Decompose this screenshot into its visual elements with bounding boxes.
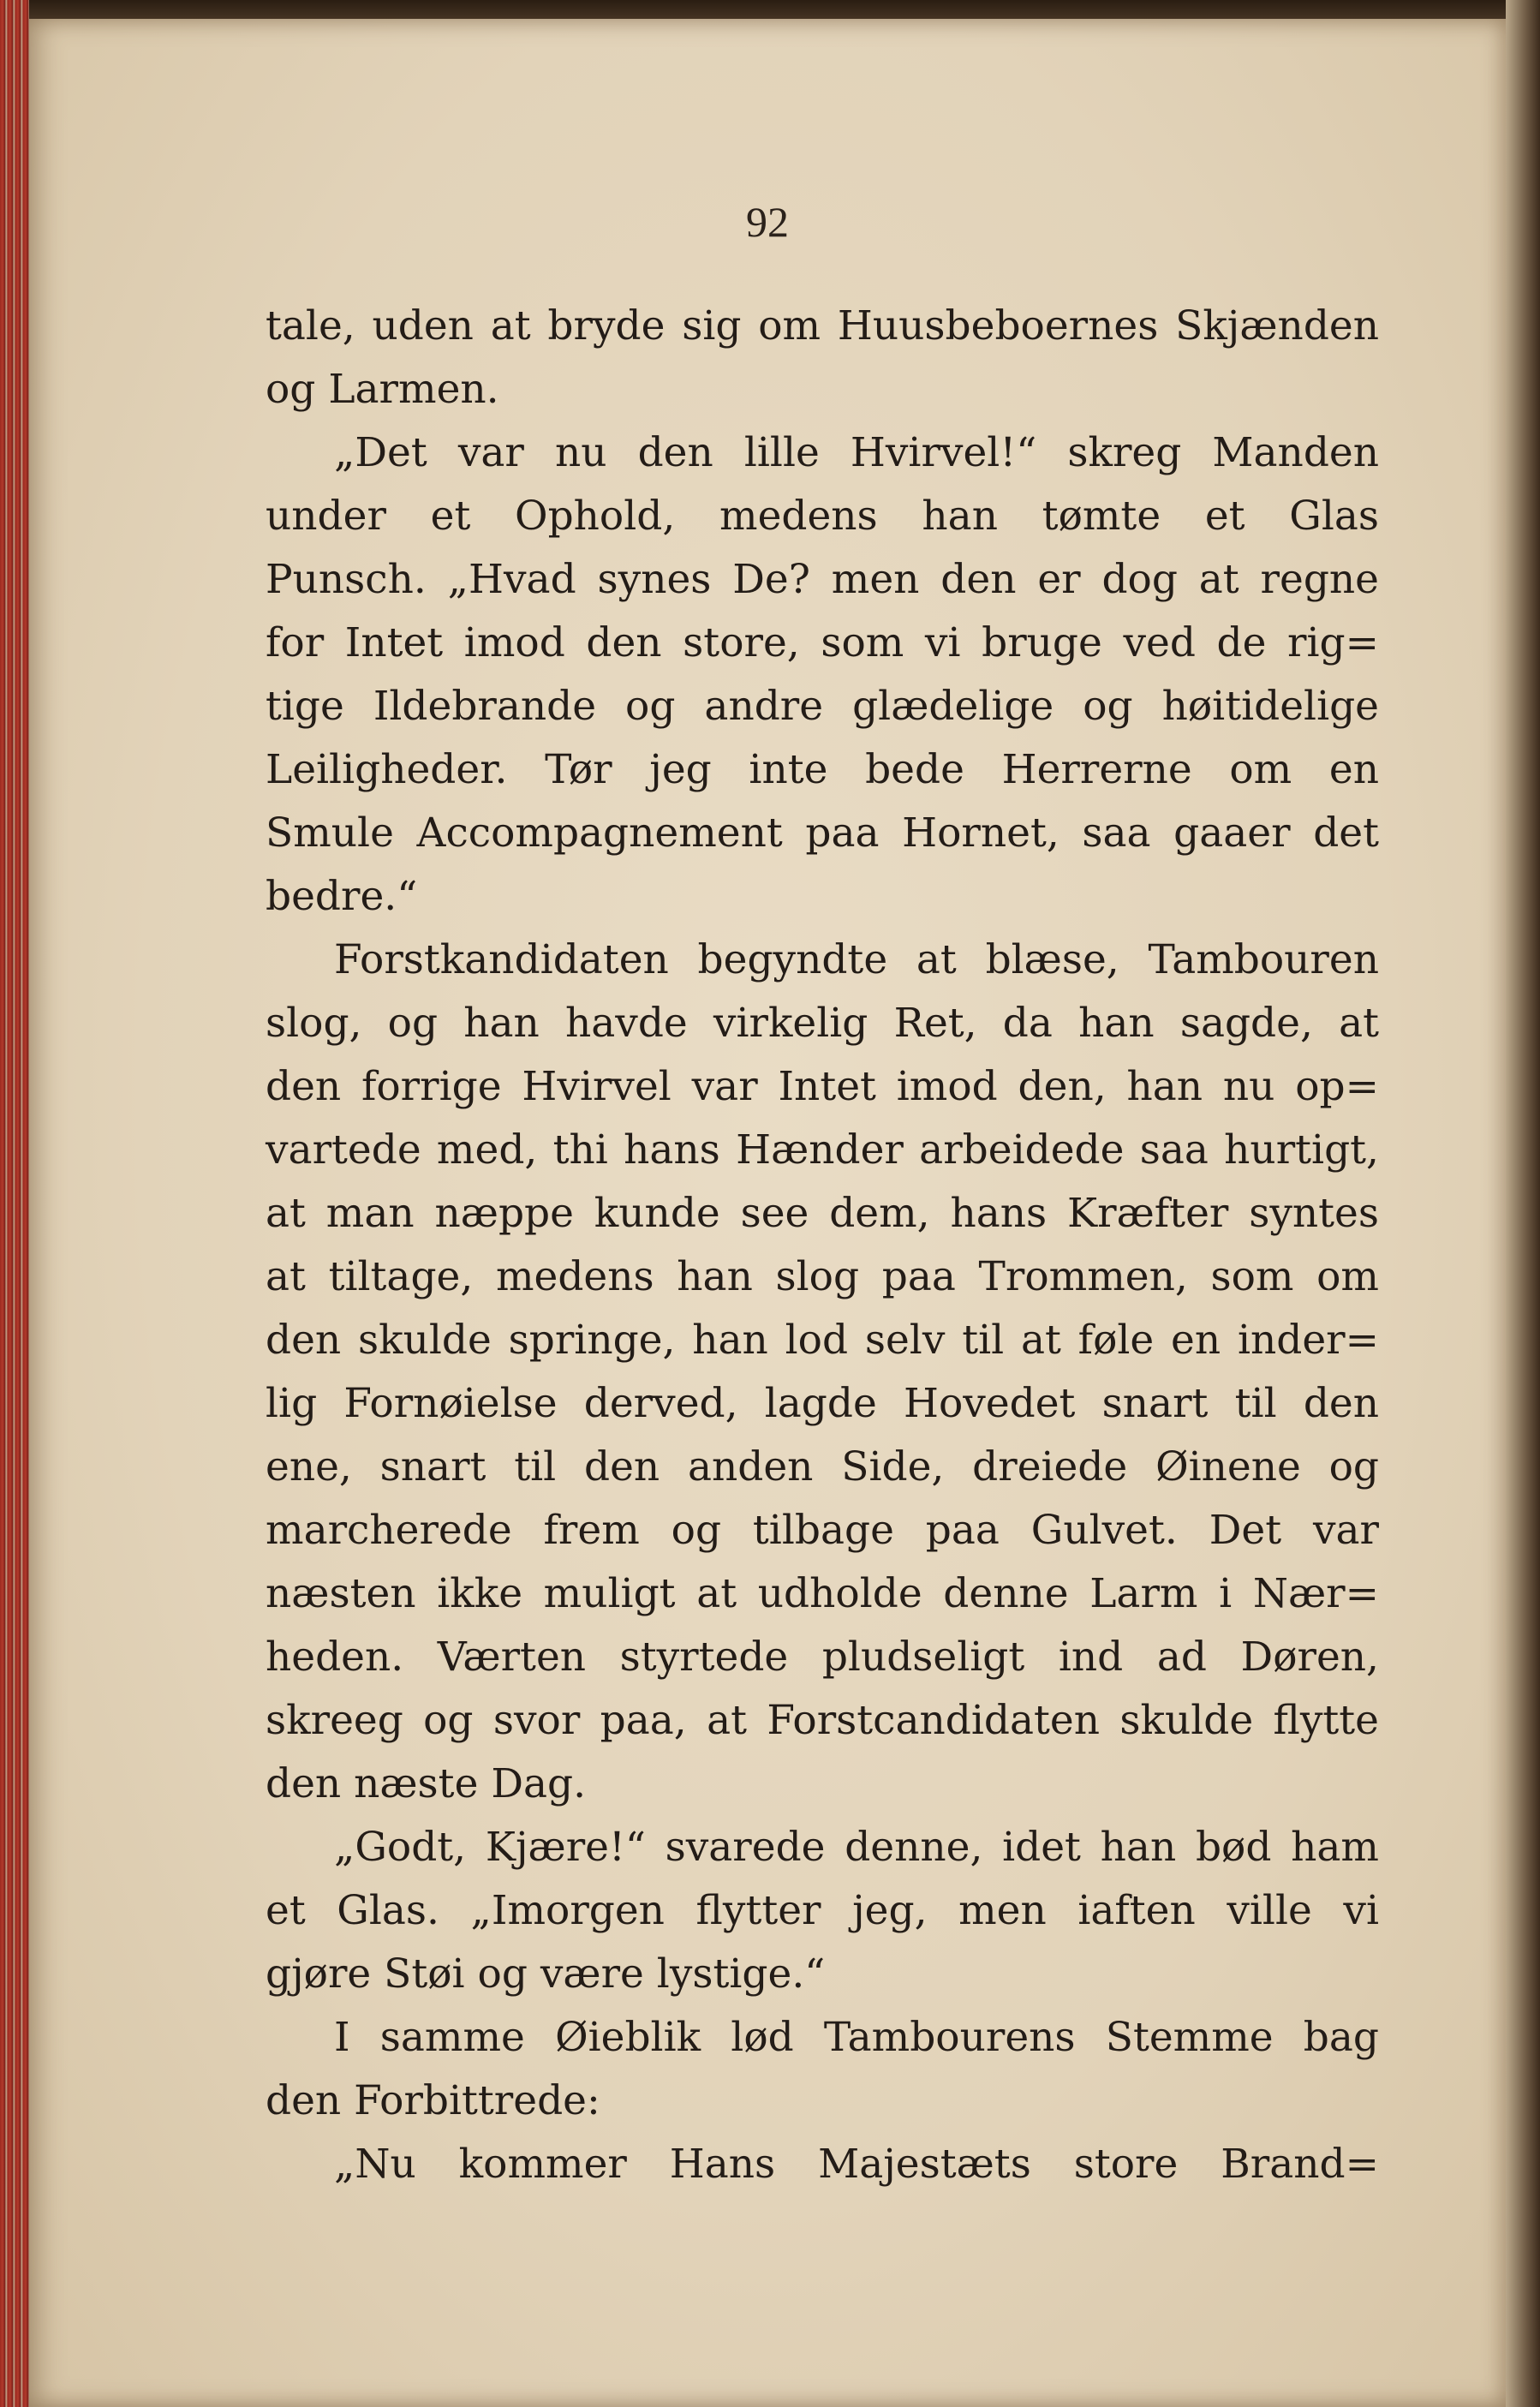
text-line: Smule Accompagnement paa Hornet, saa gaaer det [266, 809, 1379, 857]
text-line: den forrige Hvirvel var Intet imod den, han nu op= [266, 1063, 1379, 1110]
text-line: den skulde springe, han lod selv til at føle en inder= [266, 1317, 1379, 1364]
text-line: at man næppe kunde see dem, hans Kræfter syntes [266, 1190, 1379, 1237]
text-line: Leiligheder. Tør jeg inte bede Herrerne om en [266, 746, 1379, 793]
text-line: tale, uden at bryde sig om Huusbeboernes Skjænden [266, 302, 1379, 349]
text-line: gjøre Støi og være lystige.“ [266, 1950, 826, 1998]
text-line: heden. Værten styrtede pludseligt ind ad Døren, [266, 1634, 1379, 1681]
text-line: slog, og han havde virkelig Ret, da han sagde, at [266, 1000, 1379, 1047]
text-line: Punsch. „Hvad synes De? men den er dog at regne [266, 556, 1379, 603]
text-line: den Forbittrede: [266, 2077, 600, 2124]
page-number: 92 [746, 198, 789, 246]
text-line: den næste Dag. [266, 1760, 587, 1807]
text-line: for Intet imod den store, som vi bruge ved de rig= [266, 619, 1379, 666]
text-line: at tiltage, medens han slog paa Trommen, som om [266, 1253, 1379, 1300]
text-line: ene, snart til den anden Side, dreiede Øinene og [266, 1443, 1379, 1490]
body-text [266, 295, 1379, 2196]
text-line: og Larmen. [266, 366, 499, 413]
text-line: tige Ildebrande og andre glædelige og høitidelige [266, 683, 1379, 730]
book-page [29, 19, 1506, 2407]
text-line: I samme Øieblik lød Tambourens Stemme bag [334, 2014, 1379, 2061]
text-line: vartede med, thi hans Hænder arbeidede saa hurtigt, [266, 1126, 1379, 1174]
text-line: næsten ikke muligt at udholde denne Larm i Nær= [266, 1570, 1379, 1617]
text-line: Forstkandidaten begyndte at blæse, Tambouren [334, 936, 1379, 983]
text-line: marcherede frem og tilbage paa Gulvet. Det var [266, 1507, 1379, 1554]
text-line: bedre.“ [266, 873, 418, 920]
text-line: et Glas. „Imorgen flytter jeg, men iaften ville vi [266, 1887, 1379, 1934]
text-line: under et Ophold, medens han tømte et Glas [266, 493, 1379, 540]
text-line: skreeg og svor paa, at Forstcandidaten skulde flytte [266, 1697, 1379, 1744]
page-right-edge [1506, 0, 1540, 2407]
text-line: „Nu kommer Hans Majestæts store Brand= [334, 2141, 1379, 2188]
text-line: „Godt, Kjære!“ svarede denne, idet han bød ham [334, 1824, 1379, 1871]
text-line: lig Fornøielse derved, lagde Hovedet snart til den [266, 1380, 1379, 1427]
book-spine-edge [0, 0, 29, 2407]
text-line: „Det var nu den lille Hvirvel!“ skreg Manden [334, 429, 1379, 476]
